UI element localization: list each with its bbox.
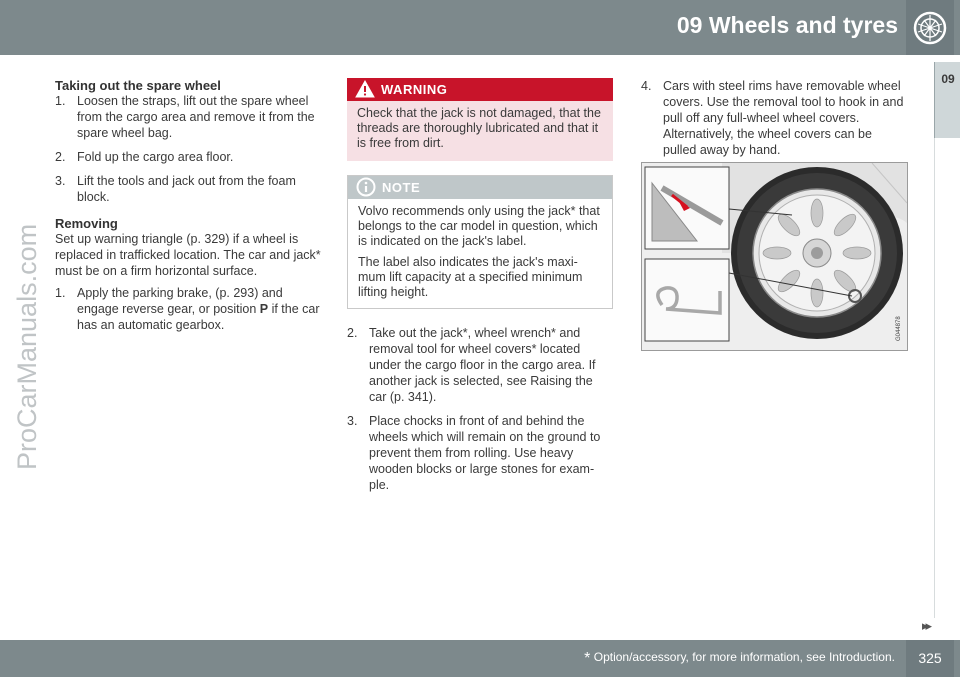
- warning-text: Check that the jack is not damaged, that the threads are thoroughly lubricated and that it is free from dirt.: [357, 106, 601, 150]
- watermark: ProCarManuals.com: [12, 223, 42, 470]
- warning-box: [347, 78, 613, 161]
- figure-code: G044878: [896, 316, 902, 341]
- column-3: [641, 78, 907, 166]
- note-body: [348, 199, 612, 308]
- warning-triangle-icon: [355, 80, 375, 102]
- chapter-side-tab: [934, 62, 960, 138]
- page-number: 325: [906, 640, 954, 677]
- step-number: 2.: [347, 326, 358, 340]
- step-text: Apply the parking brake, (p. 293) and engage reverse gear, or position P if the car has an automatic gearbox.: [77, 286, 320, 332]
- note-paragraph: Volvo recommends only using the jack* that belongs to the car model in question, which is indicated on the jack's label.: [358, 204, 600, 248]
- info-icon: [356, 177, 376, 201]
- step-text: Lift the tools and jack out from the foam block.: [77, 174, 296, 204]
- step-number: 1.: [55, 94, 66, 108]
- wheel-cover-illustration: [641, 162, 908, 351]
- list-item: [347, 413, 613, 493]
- list-item: [55, 93, 325, 141]
- step-number: 3.: [55, 174, 66, 188]
- step-text: Loosen the straps, lift out the spare wheel from the cargo area and remove it from the spare wheel bag.: [77, 94, 315, 140]
- step-text: Take out the jack*, wheel wrench* and removal tool for wheel covers* located under the cargo floor in the cargo area. If another jack is selected, see Raising the car (p. 341).: [369, 326, 596, 404]
- step-text: Place chocks in front of and behind the wheels which will remain on the ground to prevent them from rolling. Use heavy wooden blocks or large stones for exam-ple.: [369, 414, 601, 492]
- subsection-heading: Removing: [55, 216, 118, 231]
- section-heading: Taking out the spare wheel: [55, 78, 221, 93]
- tyre-icon: [906, 0, 954, 55]
- footer-note: [584, 650, 895, 668]
- step-number: 2.: [55, 150, 66, 164]
- note-header: [348, 176, 612, 199]
- step-number: 3.: [347, 414, 358, 428]
- page-header: [0, 0, 960, 55]
- list-item: [641, 78, 907, 158]
- step-number: 1.: [55, 286, 66, 300]
- page-footer: [0, 640, 960, 677]
- chapter-title: 09 Wheels and tyres: [676, 12, 898, 38]
- note-label: NOTE: [382, 180, 421, 195]
- paragraph: Set up warning triangle (p. 329) if a wheel is replaced in trafficked location. The car and jack* must be on a firm horizontal surface.: [55, 232, 321, 278]
- next-page-arrows-icon: ▸▸: [922, 618, 930, 633]
- step-number: 4.: [641, 79, 652, 93]
- column-1: [55, 78, 325, 341]
- note-box: [347, 175, 613, 309]
- warning-label: WARNING: [381, 82, 448, 97]
- note-paragraph: The label also indicates the jack's maxi-mum lift capacity at a specified minimum lifting height.: [358, 255, 583, 299]
- warning-header: [347, 78, 613, 101]
- asterisk: *: [584, 650, 591, 667]
- side-divider: [934, 138, 935, 618]
- list-item: [55, 173, 325, 205]
- list-item: [55, 285, 325, 333]
- list-item: [347, 325, 613, 405]
- list-item: [55, 149, 325, 165]
- step-text: Fold up the cargo area floor.: [77, 150, 234, 164]
- chapter-tab-number: 09: [941, 72, 955, 86]
- footer-text: Option/accessory, for more information, see Introduction.: [590, 650, 895, 664]
- step-text: Cars with steel rims have removable wheel covers. Use the removal tool to hook in and pull off any full-wheel wheel covers. Alternatively, the wheel covers can be pulled away by hand.: [663, 79, 904, 157]
- column-2: [347, 78, 613, 501]
